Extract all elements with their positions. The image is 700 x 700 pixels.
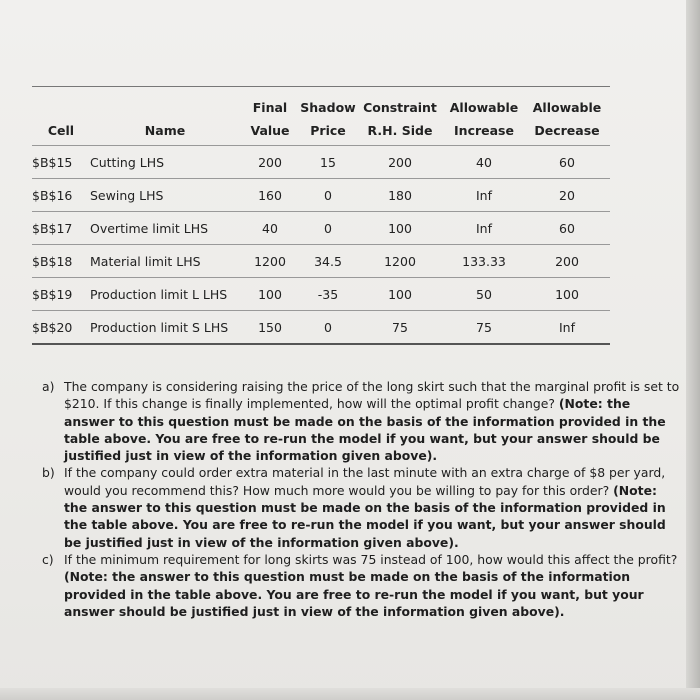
allowable-increase: 40	[444, 146, 524, 179]
header-cell: Final	[240, 87, 300, 116]
shadow-price: 34.5	[300, 245, 356, 278]
allowable-increase: 75	[444, 311, 524, 345]
table-row	[32, 212, 610, 245]
header-cell	[32, 87, 90, 116]
shadow-price: 0	[300, 179, 356, 212]
header-cell: Decrease	[534, 122, 600, 138]
question-item	[40, 551, 680, 620]
allowable-increase: 50	[444, 278, 524, 311]
header-cell: R.H. Side	[367, 122, 433, 138]
shadow-price: 0	[300, 311, 356, 345]
shadow-price: 0	[300, 212, 356, 245]
final-value: 160	[240, 179, 300, 212]
header-cell	[90, 87, 240, 116]
table-row	[32, 245, 610, 278]
header-cell: Allowable	[444, 87, 524, 116]
allowable-decrease: 60	[524, 146, 610, 179]
table-row	[32, 179, 610, 212]
question-label: c)	[42, 551, 54, 567]
constraint-name: Material limit LHS	[90, 245, 240, 278]
header-cell: Price	[310, 122, 346, 138]
question-item	[40, 378, 680, 464]
rhs-value: 100	[356, 212, 444, 245]
sensitivity-table	[32, 86, 610, 345]
allowable-decrease: 100	[524, 278, 610, 311]
final-value: 100	[240, 278, 300, 311]
question-list	[40, 378, 680, 620]
allowable-decrease: 20	[524, 179, 610, 212]
shadow-price: -35	[300, 278, 356, 311]
header-cell: Cell	[47, 122, 75, 138]
cell-ref: $B$15	[32, 146, 90, 179]
table-header-row-1	[32, 87, 610, 116]
header-cell: Name	[144, 122, 186, 138]
photo-edge-shadow	[686, 0, 700, 700]
question-text: If the company could order extra material in the last minute with an extra charge of $8 per yard, would you recommend this? How much more would you be willing to pay for this order?	[64, 465, 666, 498]
cell-ref: $B$20	[32, 311, 90, 345]
question-label: b)	[42, 465, 55, 481]
allowable-decrease: 200	[524, 245, 610, 278]
question-text: The company is considering raising the price of the long skirt such that the marginal profit is set to $210. If this change is finally implemented, how will the optimal profit change?	[64, 379, 680, 412]
rhs-value: 75	[356, 311, 444, 345]
allowable-increase: Inf	[444, 179, 524, 212]
header-cell: Shadow	[300, 87, 356, 116]
table-row	[32, 311, 610, 345]
question-item	[40, 464, 680, 550]
table-row	[32, 146, 610, 179]
constraint-name: Sewing LHS	[90, 179, 240, 212]
rhs-value: 100	[356, 278, 444, 311]
question-label: a)	[42, 379, 55, 394]
cell-ref: $B$18	[32, 245, 90, 278]
rhs-value: 1200	[356, 245, 444, 278]
question-note: (Note: the answer to this question must be made on the basis of the information provided in the table above. You are free to re-run the model if you want, but your answer should be justified just in view of the information given above).	[64, 482, 666, 550]
cell-ref: $B$19	[32, 278, 90, 311]
constraint-name: Cutting LHS	[90, 146, 240, 179]
question-note: (Note: the answer to this question must be made on the basis of the information provided in the table above. You are free to re-run the model if you want, but your answer should be justified just in view of the information given above).	[64, 396, 666, 464]
cell-ref: $B$16	[32, 179, 90, 212]
rhs-value: 180	[356, 179, 444, 212]
photo-bottom-shadow	[0, 688, 700, 700]
final-value: 1200	[240, 245, 300, 278]
question-note: (Note: the answer to this question must be made on the basis of the information provided in the table above. You are free to re-run the model if you want, but your answer should be justified just in view of the information given above).	[64, 569, 644, 619]
table-header-row-2	[32, 115, 610, 146]
cell-ref: $B$17	[32, 212, 90, 245]
allowable-increase: 133.33	[444, 245, 524, 278]
constraint-name: Production limit S LHS	[90, 311, 240, 345]
final-value: 200	[240, 146, 300, 179]
constraint-name: Production limit L LHS	[90, 278, 240, 311]
allowable-decrease: Inf	[524, 311, 610, 345]
header-cell: Value	[250, 122, 290, 138]
allowable-increase: Inf	[444, 212, 524, 245]
final-value: 150	[240, 311, 300, 345]
constraint-name: Overtime limit LHS	[90, 212, 240, 245]
header-cell: Increase	[454, 122, 514, 138]
question-text: If the minimum requirement for long skirts was 75 instead of 100, how would this affect the profit?	[64, 551, 678, 567]
table-row	[32, 278, 610, 311]
final-value: 40	[240, 212, 300, 245]
header-cell: Constraint	[356, 87, 444, 116]
shadow-price: 15	[300, 146, 356, 179]
header-cell: Allowable	[524, 87, 610, 116]
allowable-decrease: 60	[524, 212, 610, 245]
rhs-value: 200	[356, 146, 444, 179]
